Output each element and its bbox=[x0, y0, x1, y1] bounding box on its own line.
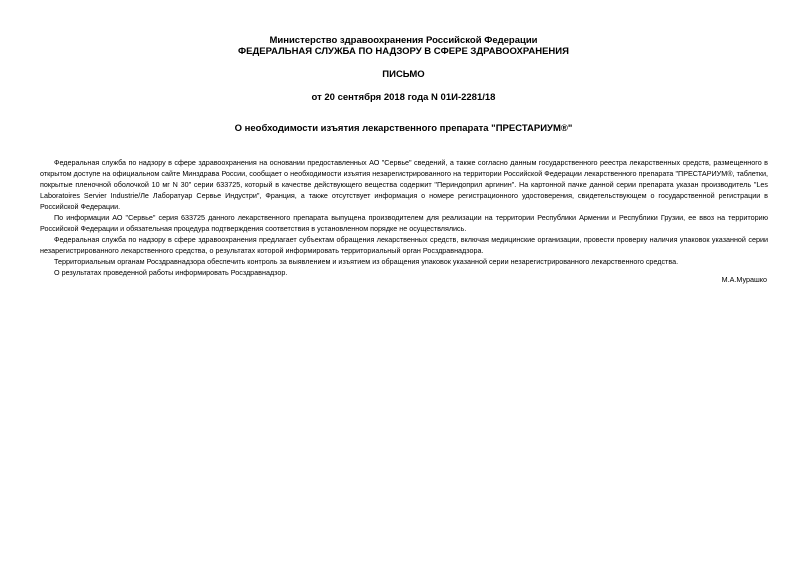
document-type: ПИСЬМО bbox=[382, 69, 425, 80]
service-title: ФЕДЕРАЛЬНАЯ СЛУЖБА ПО НАДЗОРУ В СФЕРЕ ЗДРАВООХРАНЕНИЯ bbox=[238, 46, 569, 57]
paragraph-3: Федеральная служба по надзору в сфере здравоохранения предлагает субъектам обращения лекарственных средств, включая медицинские организации, провести проверку наличия упаковок указанной серии незарегистрированного лекарственного средства, о результатах которой информировать территориальный орган Росздравнадзора. bbox=[40, 235, 768, 255]
ministry-title: Министерство здравоохранения Российской Федерации bbox=[269, 35, 538, 46]
paragraph-2: По информации АО "Сервье" серия 633725 данного лекарственного препарата выпущена производителем для реализации на территории Республики Армении и Республики Грузии, ее ввоз на территорию Российской Федерации и обязательная процедура подтверждения соответствия в установленном порядке не осуществлялись. bbox=[40, 213, 768, 233]
paragraph-5: О результатах проведенной работы информировать Росздравнадзор. bbox=[54, 268, 288, 277]
signature-name: М.А.Мурашко bbox=[721, 275, 767, 284]
paragraph-1: Федеральная служба по надзору в сфере здравоохранения на основании предоставленных АО "Сервье" сведений, а также согласно данным государственного реестра лекарственных средств, размещенного в открытом доступе на официальном сайте Минздрава России, сообщает о необходимости изъятия незарегистрированного на территории Российской Федерации лекарственного препарата "ПРЕСТАРИУМ®, таблетки, покрытые пленочной оболочкой 10 мг N 30" серии 633725, который в качестве действующего вещества содержит "Периндоприл аргинин". На картонной пачке данной серии препарата указан производитель "Les Laboratoires Servier Industrie/Ле Лаборатуар Сервье Индустри", Франция, а также отсутствует информация о номере регистрационного удостоверения, свидетельствующем о государственной регистрации в Российской Федерации. bbox=[40, 158, 768, 211]
document-subject: О необходимости изъятия лекарственного препарата "ПРЕСТАРИУМ®" bbox=[234, 123, 573, 134]
paragraph-4: Территориальным органам Росздравнадзора обеспечить контроль за выявлением и изъятием из обращения упаковок указанной серии незарегистрированного лекарственного средства. bbox=[54, 257, 679, 266]
letter-body bbox=[40, 157, 768, 278]
document-date-number: от 20 сентября 2018 года N 01И-2281/18 bbox=[311, 92, 496, 103]
